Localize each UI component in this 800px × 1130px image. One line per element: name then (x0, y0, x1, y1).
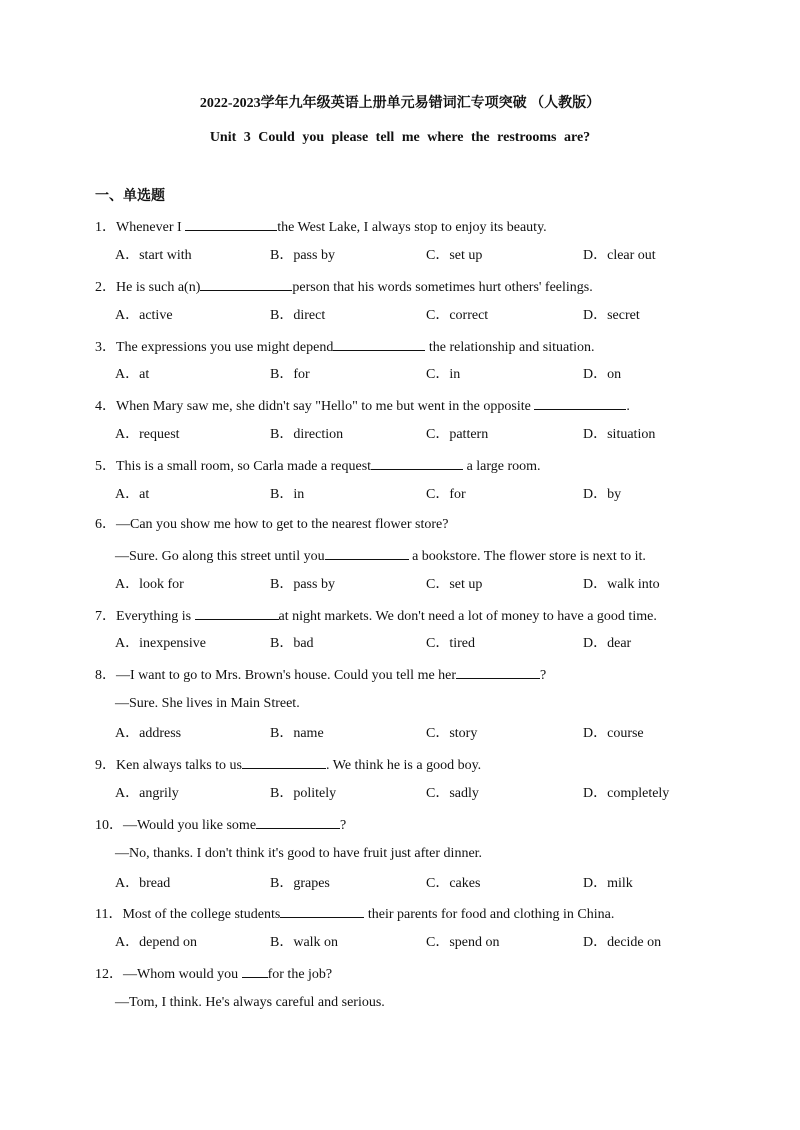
answer-option-d[interactable]: D．milk (583, 875, 633, 891)
answer-option-a[interactable]: A．at (115, 367, 150, 383)
question-text: for the job? (267, 967, 333, 983)
question-text: —No, thanks. I don't think it's good to have fruit just after dinner. (115, 845, 483, 861)
question-text: person that his words sometimes hurt others' feelings. (292, 279, 593, 295)
answer-option-d[interactable]: D．secret (583, 307, 640, 323)
answer-option-a[interactable]: A．depend on (115, 935, 198, 951)
answer-blank[interactable] (185, 216, 277, 231)
answer-options (95, 485, 715, 515)
answer-option-c[interactable]: C．sadly (426, 785, 479, 801)
question-text: —Sure. She lives in Main Street. (115, 696, 300, 712)
question-dialogue-line (95, 694, 715, 724)
answer-option-b[interactable]: B．pass by (270, 247, 335, 263)
question-text: Most of the college students (122, 907, 281, 923)
question-dialogue-line (95, 545, 715, 575)
answer-option-a[interactable]: A．look for (115, 576, 184, 592)
question-text: When Mary saw me, she didn't say "Hello" to me but went in the opposite (116, 399, 535, 415)
question-number: 8． (95, 668, 116, 684)
question-text: —Tom, I think. He's always careful and serious. (115, 995, 385, 1011)
question-number: 11． (95, 907, 123, 923)
answer-option-b[interactable]: B．politely (270, 785, 337, 801)
answer-option-a[interactable]: A．at (115, 487, 150, 503)
answer-blank[interactable] (325, 545, 409, 560)
answer-option-b[interactable]: B．bad (270, 636, 314, 652)
answer-options (95, 425, 715, 455)
answer-option-d[interactable]: D．by (583, 487, 622, 503)
answer-option-b[interactable]: B．walk on (270, 935, 339, 951)
answer-option-c[interactable]: C．cakes (426, 875, 481, 891)
answer-option-d[interactable]: D．clear out (583, 247, 656, 263)
answer-option-a[interactable]: A．start with (115, 247, 192, 263)
question-text: —Would you like some (123, 817, 257, 833)
question-stem (95, 963, 715, 993)
answer-option-a[interactable]: A．bread (115, 875, 171, 891)
answer-blank[interactable] (256, 814, 340, 829)
answer-option-c[interactable]: C．tired (426, 636, 475, 652)
answer-option-a[interactable]: A．active (115, 307, 173, 323)
question-stem (95, 605, 715, 635)
question-stem (95, 216, 715, 246)
question-number: 2． (95, 279, 116, 295)
answer-option-c[interactable]: C．story (426, 726, 478, 742)
question-text: —Whom would you (123, 967, 242, 983)
answer-options (95, 784, 715, 814)
question-stem (95, 903, 715, 933)
question-text: at night markets. We don't need a lot of money to have a good time. (278, 608, 657, 624)
question-stem (95, 515, 715, 545)
answer-option-b[interactable]: B．direction (270, 427, 344, 443)
answer-option-d[interactable]: D．situation (583, 427, 656, 443)
question-number: 6． (95, 516, 116, 532)
question-text: He is such a(n) (116, 279, 201, 295)
question-text: —Can you show me how to get to the nearest flower store? (116, 516, 449, 532)
question-stem (95, 664, 715, 694)
answer-options (95, 246, 715, 276)
question-text: The expressions you use might depend (116, 339, 334, 355)
question-text: —Sure. Go along this street until you (115, 548, 325, 564)
question-text: their parents for food and clothing in China. (364, 907, 615, 923)
answer-option-b[interactable]: B．for (270, 367, 310, 383)
question-text: the West Lake, I always stop to enjoy its beauty. (277, 220, 547, 235)
question-text: the relationship and situation. (425, 339, 595, 355)
question-list (95, 216, 715, 1023)
answer-blank[interactable] (200, 276, 292, 291)
answer-option-d[interactable]: D．on (583, 367, 622, 383)
question-stem (95, 455, 715, 485)
answer-options (95, 634, 715, 664)
question-text: Everything is (116, 608, 195, 624)
question-stem (95, 754, 715, 784)
answer-option-d[interactable]: D．course (583, 726, 644, 742)
answer-option-b[interactable]: B．name (270, 726, 324, 742)
answer-blank[interactable] (333, 336, 425, 351)
question-number: 12． (95, 967, 123, 983)
question-number: 3． (95, 339, 116, 355)
answer-blank[interactable] (371, 455, 463, 470)
answer-option-d[interactable]: D．walk into (583, 576, 660, 592)
answer-blank[interactable] (242, 963, 268, 978)
answer-option-c[interactable]: C．set up (426, 576, 483, 592)
question-number: 4． (95, 399, 116, 415)
answer-option-a[interactable]: A．address (115, 726, 182, 742)
answer-option-d[interactable]: D．decide on (583, 935, 662, 951)
answer-options (95, 365, 715, 395)
answer-option-d[interactable]: D．completely (583, 785, 670, 801)
page-subtitle: Unit 3 Could you please tell me where the restrooms are? (209, 130, 591, 145)
answer-option-b[interactable]: B．direct (270, 307, 326, 323)
question-text: —I want to go to Mrs. Brown's house. Could you tell me her (116, 668, 457, 684)
answer-option-c[interactable]: C．spend on (426, 935, 500, 951)
question-number: 1． (95, 220, 116, 235)
answer-blank[interactable] (534, 395, 626, 410)
question-text: Whenever I (116, 220, 186, 235)
question-text: a large room. (463, 459, 541, 475)
question-text: a bookstore. The flower store is next to it. (408, 548, 646, 564)
question-stem (95, 814, 715, 844)
answer-option-a[interactable]: A．inexpensive (115, 636, 206, 652)
question-stem (95, 336, 715, 366)
question-dialogue-line (95, 993, 715, 1023)
question-dialogue-line (95, 844, 715, 874)
question-number: 10． (95, 817, 123, 833)
answer-options (95, 575, 715, 605)
answer-option-c[interactable]: C．pattern (426, 427, 489, 443)
answer-option-b[interactable]: B．in (270, 487, 305, 503)
question-text: . We think he is a good boy. (325, 758, 482, 774)
answer-blank[interactable] (242, 754, 326, 769)
question-stem (95, 395, 715, 425)
answer-options (95, 306, 715, 336)
answer-options (95, 724, 715, 754)
answer-options (95, 874, 715, 904)
question-number: 9． (95, 758, 116, 774)
question-number: 7． (95, 608, 116, 624)
answer-option-c[interactable]: C．set up (426, 247, 483, 263)
answer-option-b[interactable]: B．grapes (270, 875, 330, 891)
question-text: ? (340, 817, 347, 833)
answer-option-c[interactable]: C．for (426, 487, 466, 503)
answer-blank[interactable] (456, 664, 540, 679)
question-text: This is a small room, so Carla made a request (116, 459, 372, 475)
section-heading: 一、单选题 (95, 189, 165, 204)
answer-option-b[interactable]: B．pass by (270, 576, 335, 592)
question-text: ? (540, 668, 547, 684)
answer-blank[interactable] (195, 605, 279, 620)
question-stem (95, 276, 715, 306)
answer-option-c[interactable]: C．in (426, 367, 461, 383)
answer-option-d[interactable]: D．dear (583, 636, 632, 652)
answer-option-c[interactable]: C．correct (426, 307, 489, 323)
question-text: . (626, 399, 630, 415)
question-number: 5． (95, 459, 116, 475)
page-title: 2022-2023学年九年级英语上册单元易错词汇专项突破 （人教版） (199, 96, 601, 111)
answer-option-a[interactable]: A．request (115, 427, 180, 443)
question-text: Ken always talks to us (116, 758, 242, 774)
answer-blank[interactable] (280, 903, 364, 918)
answer-option-a[interactable]: A．angrily (115, 785, 179, 801)
answer-options (95, 933, 715, 963)
